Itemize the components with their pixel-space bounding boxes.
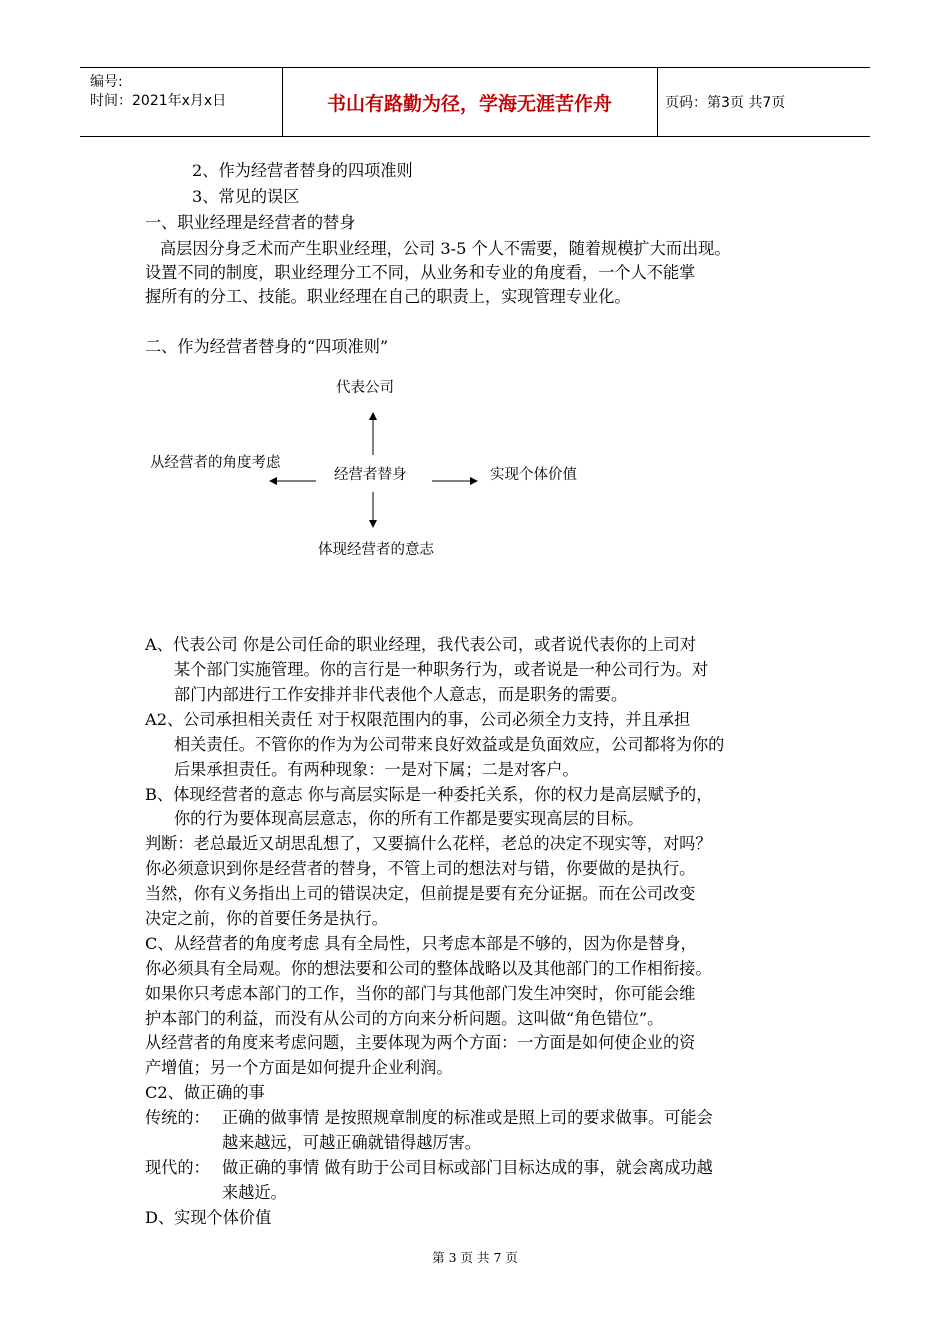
body-line: 某个部门实施管理。你的言行是一种职务行为，或者说是一种公司行为。对 <box>174 660 709 679</box>
term-definition: 做正确的事情 做有助于公司目标或部门目标达成的事，就会离成功越 <box>222 1158 713 1177</box>
body-line: 如果你只考虑本部门的工作，当你的部门与其他部门发生冲突时，你可能会维 <box>145 984 696 1003</box>
body-line: B、体现经营者的意志 你与高层实际是一种委托关系，你的权力是高层赋予的， <box>145 785 713 804</box>
body-line: 设置不同的制度，职业经理分工不同，从业务和专业的角度看，一个人不能掌 <box>145 263 696 282</box>
body-line: 判断：老总最近又胡思乱想了，又要搞什么花样，老总的决定不现实等，对吗？ <box>145 834 712 853</box>
body-line: 从经营者的角度来考虑问题，主要体现为两个方面：一方面是如何使企业的资 <box>145 1033 696 1052</box>
body-line: 握所有的分工、技能。职业经理在自己的职责上，实现管理专业化。 <box>145 287 631 306</box>
body-line: 部门内部进行工作安排并非代表他个人意志，而是职务的需要。 <box>174 685 628 704</box>
body-line: 相关责任。不管你的作为为公司带来良好效益或是负面效应，公司都将为你的 <box>174 735 725 754</box>
term-label: 现代的： <box>145 1158 210 1177</box>
diagram-node-center: 经营者替身 <box>334 467 407 483</box>
body-line: 决定之前，你的首要任务是执行。 <box>145 909 388 928</box>
outline-item: 2、作为经营者替身的四项准则 <box>192 161 413 180</box>
header-motto: 书山有路勤为径，学海无涯苦作舟 <box>326 92 612 115</box>
body-line: A、代表公司 你是公司任命的职业经理，我代表公司，或者说代表你的上司对 <box>145 635 697 654</box>
body-line: 你必须意识到你是经营者的替身，不管上司的想法对与错，你要做的是执行。 <box>145 859 696 878</box>
header-page-number: 页码：第3页 共7页 <box>665 95 786 111</box>
section-heading: 一、职业经理是经营者的替身 <box>145 213 356 232</box>
body-line: C2、做正确的事 <box>145 1083 265 1102</box>
term-definition: 越来越远，可越正确就错得越厉害。 <box>222 1133 481 1152</box>
section-heading: D、实现个体价值 <box>145 1208 272 1227</box>
body-line: 高层因分身乏术而产生职业经理，公司 3-5 个人不需要，随着规模扩大而出现。 <box>160 239 731 258</box>
body-line: A2、公司承担相关责任 对于权限范围内的事，公司必须全力支持，并且承担 <box>145 710 691 729</box>
diagram-arrows <box>0 0 950 600</box>
doc-number: 编号: <box>90 74 123 90</box>
body-line: 护本部门的利益，而没有从公司的方向来分析问题。这叫做“角色错位”。 <box>145 1009 664 1028</box>
body-line: 当然，你有义务指出上司的错误决定，但前提是要有充分证据。而在公司改变 <box>145 884 696 903</box>
body-line: 你的行为要体现高层意志，你的所有工作都是要实现高层的目标。 <box>174 809 644 828</box>
outline-item: 3、常见的误区 <box>192 187 300 206</box>
section-heading: 二、作为经营者替身的“四项准则” <box>145 337 389 356</box>
term-definition: 来越近。 <box>222 1183 287 1202</box>
body-line: 你必须具有全局观。你的想法要和公司的整体战略以及其他部门的工作相衔接。 <box>145 959 712 978</box>
body-line: 后果承担责任。有两种现象：一是对下属；二是对客户。 <box>174 760 579 779</box>
doc-time: 时间：2021年x月x日 <box>90 93 227 109</box>
body-line: C、从经营者的角度考虑 具有全局性，只考虑本部是不够的，因为你是替身， <box>145 934 697 953</box>
diagram-node-bottom: 体现经营者的意志 <box>318 542 434 558</box>
term-label: 传统的： <box>145 1108 210 1127</box>
page-footer: 第 3 页 共 7 页 <box>432 1250 518 1265</box>
diagram-node-left: 从经营者的角度考虑 <box>150 455 281 471</box>
diagram-node-top: 代表公司 <box>336 380 394 396</box>
body-line: 产增值；另一个方面是如何提升企业利润。 <box>145 1058 453 1077</box>
term-definition: 正确的做事情 是按照规章制度的标准或是照上司的要求做事。可能会 <box>222 1108 713 1127</box>
diagram-node-right: 实现个体价值 <box>490 467 577 483</box>
